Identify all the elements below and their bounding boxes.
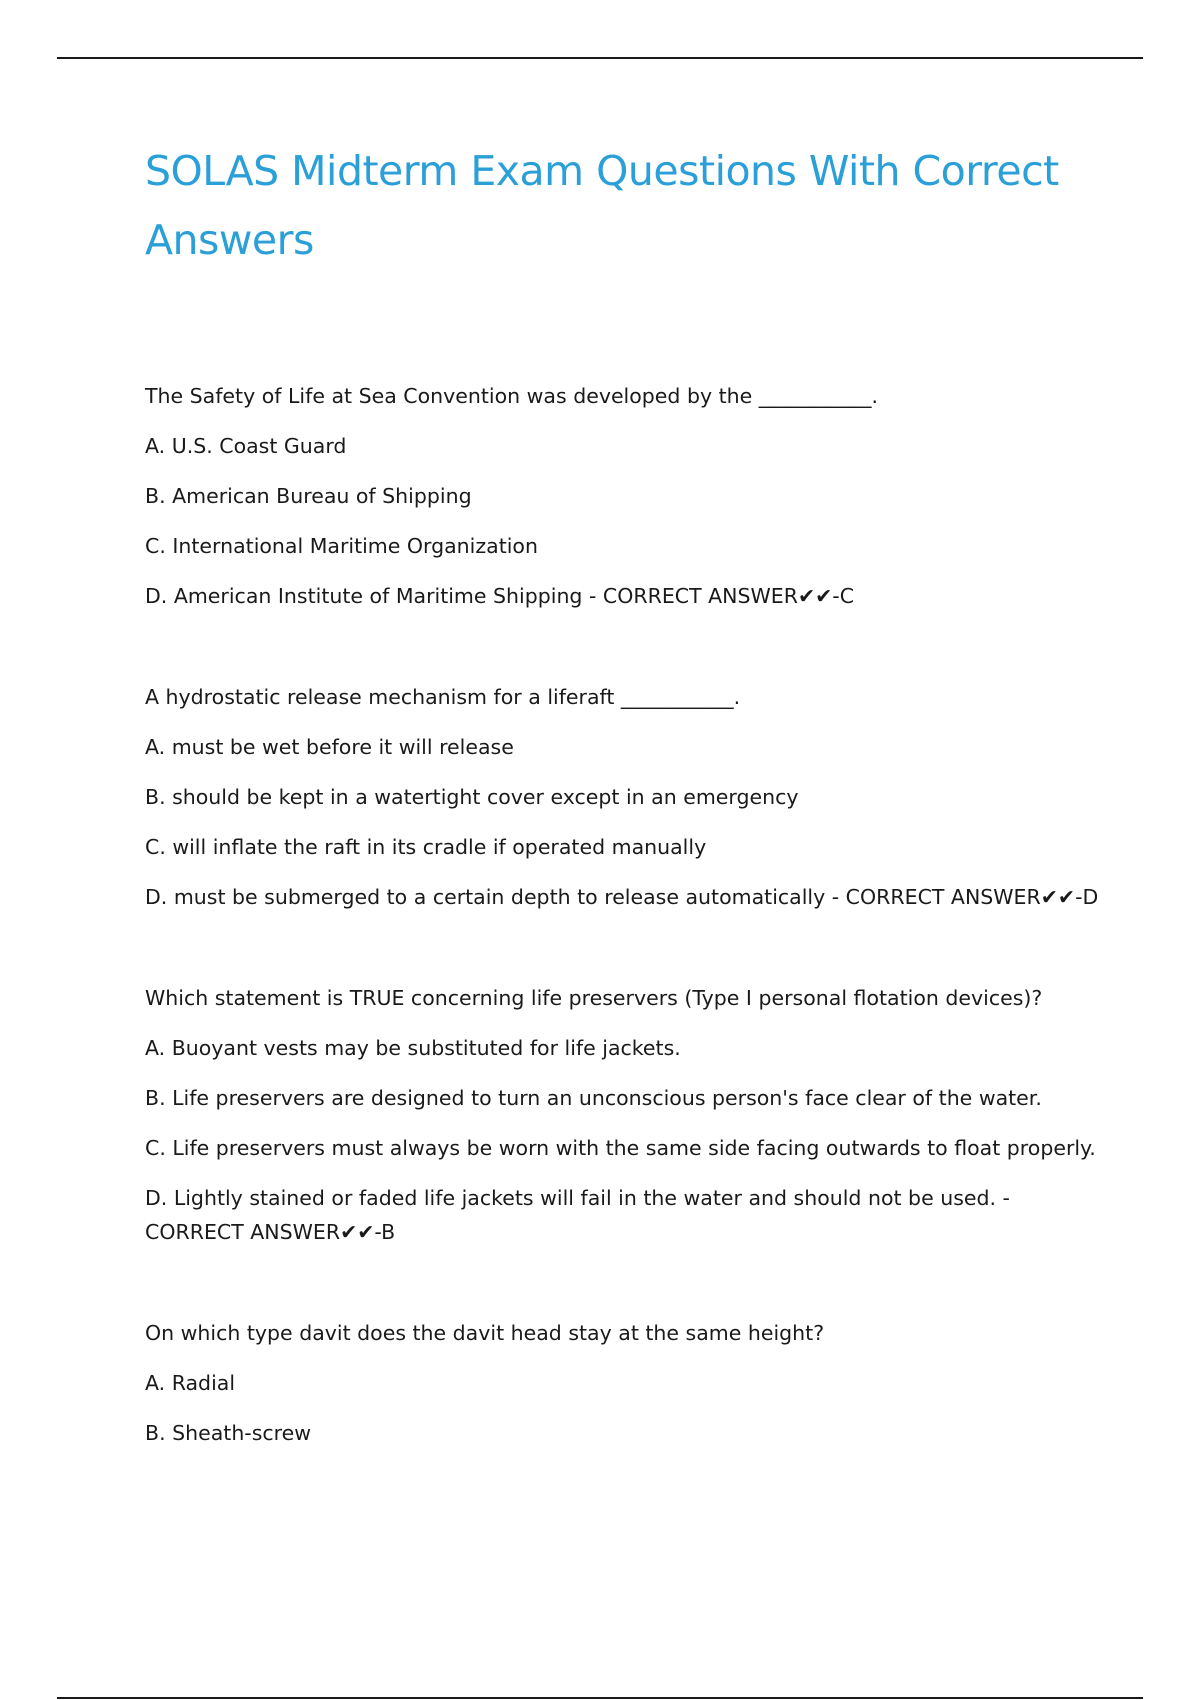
question-1 [145, 379, 1105, 613]
answer-option-a: A. U.S. Coast Guard [145, 434, 347, 458]
answer-option-d: D. Lightly stained or faded life jackets will fail in the water and should not be used. - CORRECT ANSWER✔✔-B [145, 1186, 1010, 1244]
question-2 [145, 680, 1105, 914]
answer-option-b: B. Life preservers are designed to turn an unconscious person's face clear of the water. [145, 1086, 1042, 1110]
answer-option-a: A. Buoyant vests may be substituted for life jackets. [145, 1036, 681, 1060]
answer-option-b: B. American Bureau of Shipping [145, 484, 472, 508]
answer-option-c: C. will inflate the raft in its cradle if operated manually [145, 835, 707, 859]
document-title: SOLAS Midterm Exam Questions With Correct Answers [145, 147, 1059, 264]
question-prompt: A hydrostatic release mechanism for a liferaft ___________. [145, 685, 741, 709]
question-prompt: The Safety of Life at Sea Convention was developed by the ___________. [145, 384, 879, 408]
answer-option-c: C. Life preservers must always be worn with the same side facing outwards to float properly. [145, 1136, 1096, 1160]
answer-option-b: B. should be kept in a watertight cover except in an emergency [145, 785, 799, 809]
question-prompt: Which statement is TRUE concerning life preservers (Type I personal flotation devices)? [145, 986, 1043, 1010]
question-3 [145, 981, 1105, 1249]
bottom-divider [57, 1697, 1143, 1699]
question-4 [145, 1316, 1105, 1450]
answer-option-a: A. Radial [145, 1371, 236, 1395]
top-divider [57, 57, 1143, 59]
answer-option-d: D. American Institute of Maritime Shipping - CORRECT ANSWER✔✔-C [145, 584, 855, 608]
answer-option-a: A. must be wet before it will release [145, 735, 514, 759]
answer-option-c: C. International Maritime Organization [145, 534, 538, 558]
answer-option-b: B. Sheath-screw [145, 1421, 312, 1445]
question-prompt: On which type davit does the davit head stay at the same height? [145, 1321, 825, 1345]
answer-option-d: D. must be submerged to a certain depth to release automatically - CORRECT ANSWER✔✔-D [145, 885, 1099, 909]
